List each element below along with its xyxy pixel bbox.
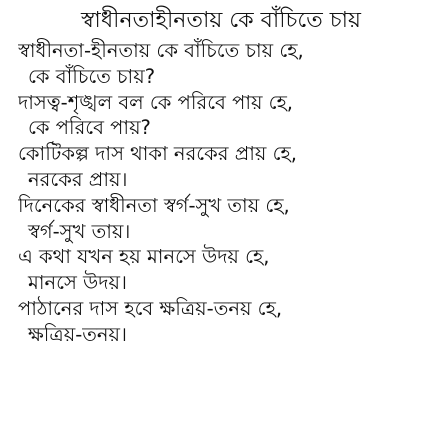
- poem-line: দাসত্ব-শৃঙ্খল বল কে পরিবে পায় হে,: [18, 90, 294, 114]
- poem-line: নরকের প্রায়।: [28, 167, 128, 191]
- poem-line: কোটিকল্প দাস থাকা নরকের প্রায় হে,: [18, 142, 297, 166]
- poem-title: স্বাধীনতাহীনতায় কে বাঁচিতে চায়: [81, 8, 361, 33]
- poem-line: কে পরিবে পায়?: [28, 116, 151, 140]
- poem-line: স্বর্গ-সুখ তায়।: [28, 219, 131, 243]
- poem-line: কে বাঁচিতে চায়?: [28, 64, 156, 88]
- poem-line: ক্ষত্রিয়-তনয়।: [28, 322, 127, 346]
- poem-verse: [18, 38, 424, 348]
- poem-line: স্বাধীনতা-হীনতায় কে বাঁচিতে চায় হে,: [18, 39, 304, 62]
- poem-line: দিনেকের স্বাধীনতা স্বর্গ-সুখ তায় হে,: [18, 193, 290, 217]
- poem-line: মানসে উদয়।: [28, 271, 127, 295]
- poem-line: এ কথা যখন হয় মানসে উদয় হে,: [18, 245, 270, 269]
- poem-line: পাঠানের দাস হবে ক্ষত্রিয়-তনয় হে,: [18, 296, 283, 320]
